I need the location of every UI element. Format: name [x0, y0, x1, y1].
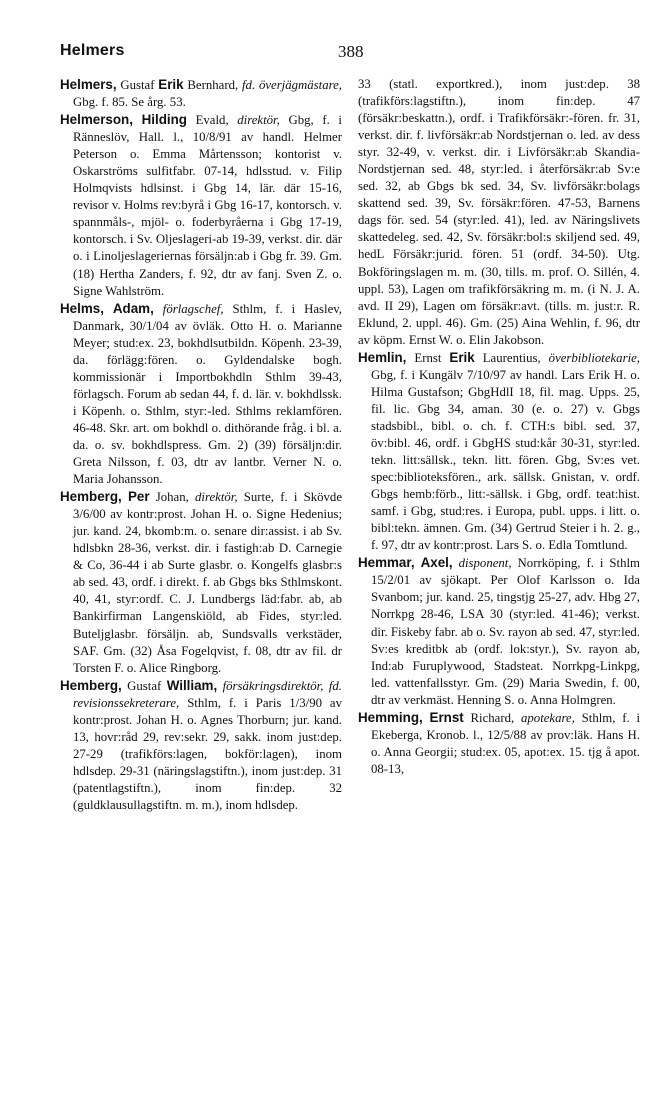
entry-hemberg-per [60, 488, 342, 677]
entry-surname: Hemmar, [358, 555, 415, 571]
entry-given-prefix [104, 302, 113, 316]
entry-surname: Helms, [60, 300, 104, 316]
entry-surname: Hemlin, [358, 349, 407, 365]
entry-occupation: förlagschef, [162, 301, 224, 316]
entry-given-prefix [423, 711, 430, 725]
entry-occupation: direktör, [237, 113, 280, 128]
entry-helmerson-hilding [60, 111, 342, 300]
page-number: 388 [338, 42, 364, 61]
entry-surname: Helmers, [60, 77, 117, 92]
entry-given-name: Axel, [420, 555, 453, 571]
entry-surname: Helmerson, [60, 112, 133, 128]
entry-body: Gbg. f. 85. Se årg. 53. [73, 95, 186, 110]
entry-given-name: Adam, [112, 300, 154, 316]
entry-body: Gbg, f. i Kungälv 7/10/97 av handl. Lars Erik H. o. Hilma Gustafson; GbgHdlI 18, fil. mag. Upps. 25, fil. lic. Gbg 34, aman. 30 (e. o. 27) v. Gbgs stadsbibl., bibl. o. ch. f. CTH:s bibl. sed. 37, öv:bibl. 46, ordf. i GbgHS stud:kår 30-31, styr:led. tekn. litt:sällsk., tekn. litt. fören. Gbg, Sv:es vet. spec:biblioteksfören., ark. sällsk. Gnistan, v. ordf. Gbgs hemb:förb., litt:-sällsk. i Gbg, ordf. teat:hist. samf. i Gbg, stud:res. i Europa, publ. upps. i litt. o. bibl:tekn. ämnen. Gm. (34) Gertrud Steier i h. 2. g., f. 97, dtr av kontr:prost. Lars S. o. Edla Tomtlund. [371, 367, 640, 553]
entry-given-name: William, [166, 677, 218, 693]
entry-given-name: Erik [158, 77, 184, 92]
entry-given-rest: Bernhard, [183, 78, 242, 92]
entry-body: Sthlm, f. i Ekeberga, Kronob. l., 12/5/88 av prov:läk. Hans H. o. Anna Georgii; stud:ex. 05, apot:ex. 15. tjg å apot. 08-13, [371, 710, 641, 776]
entry-given-name: Erik [449, 349, 475, 365]
entry-hemming-ernst [358, 709, 640, 778]
entry-body: Gbg, f. i Ränneslöv, Hall. l., 10/8/91 av handl. Helmer Peterson o. Emma Mårtensson; kontorist v. Oskarströms sulfitfabr. 07-14, hdlsstud. v. Filip Holmqvists hdlsinst. i Gbg 14, lär. där 15-16, revisor v. Holms rev:byrå i Gbg 16-17, kontorsch. v. spannmåls-, mjöl- o. foderbyråerna i Gbg 17-19, kontorsch. i Sv. Oljeslageri-ab 19-39, verkst. dir. där o. i Linoljeslageriernas försäljn:ab i Gbg fr. 39. Gm. (18) Hertha Zanders, f. 92, dtr av fanj. Sven Z. o. Signe Wahlström. [73, 113, 342, 298]
entry-given-rest [154, 302, 163, 316]
entry-helms-adam [60, 300, 342, 489]
entry-occupation: apotekare, [521, 710, 575, 725]
entry-given-name: Per [127, 489, 150, 505]
entry-helmers-erik [60, 76, 342, 111]
entry-body: 33 (statl. exportkred.), inom just:dep. 38 (trafikförs:lagstiftn.), inom fin:dep. 47 (försäkr:beskattn.), ordf. i Trafikförsäkr:-fören. fr. 31, verkst. dir. f. livförsäkr:ab Nordstjernan o. led. av dess styr. 32-49, v. verkst. dir. i Livförsäkr:ab Skandia-Nordstjernan sed. 48, styr:led. i återförsäkr:ab Sv:e sed. 32, ab Gbgs bk sed. 34, Sv. livförsäkr:bolags skattend sed. 39, Sv. försäkr:fören. 47-53, Barnens dags för. sed. 54 (styr:led. 41), led. av Näringslivets skattedeleg. sed. 42, Sv. försäkr:bol:s skiljend sed. 49, hedL Försäkr:jurid. fören. 51 (ordf. 34-50). Utg. Bokföringslagen m. m. (30, tills. m. prof. O. Sillén, 4. uppl. 53), Lagen om trafikförsäkring m. m. (i N. J. A. avd. II 29), Lagen om försäkr:avt. (tills. m. just:r. R. Eklund, 2. uppl. 46). Gm. (25) Aina Wehlin, f. 96, dtr av köpm. Ernst W. o. Elin Jakobson. [358, 77, 640, 347]
entry-body: Sthlm, f. i Haslev, Danmark, 30/1/04 av övläk. Otto H. o. Marianne Meyer; stud:ex. 23, bokhdlsutbildn. Köpenh. 23-39, da. förlägg:fören. o. Gyldendalske bogh. kommissionär i Importbokhdln Sthlm 39-43, förlagsch. Forum ab sedan 44, f. d. lär. v. bokhdlssk. i Köpenh. o. Sthlm, styr:-led. Sthlms reklamfören. 46-48. Skr. art. om bokhdl o. dithörande fråg. i bl. a. da. o. sv. bokhdlspress. Gm. 2) (39) försäljn:dir. Greta Nilsson, f. 03, dtr av lantbr. Verner N. o. Maria Johansson. [73, 301, 343, 487]
entry-surname: Hemming, [358, 709, 423, 725]
entry-given-rest: Richard, [463, 710, 521, 725]
page-header [60, 42, 644, 64]
entry-hemberg-william [60, 677, 342, 814]
entry-surname: Hemberg, [60, 677, 122, 693]
entry-occupation: disponent, [458, 556, 512, 571]
entry-given-prefix [133, 113, 142, 127]
entry-given-name: Hilding [141, 112, 187, 128]
entry-given-rest: Laurentius, [474, 350, 549, 365]
entry-body: Surte, f. i Skövde 3/6/00 av kontr:prost. Johan H. o. Signe Hedenius; jur. kand. 24, bkomb:m. o. senare dir:assist. i ab Sv. hdlsbkn 28-36, verkst. dir. i fastigh:ab D. Carnegie & Co, 36-44 i ab Surte glasbr. o. Kongelfs glasbr:s ab sed. 43, ordf. i direkt. f. ab Gbgs bks Sthlmskont. 40, 41, styr:ordf. C. J. Lundbergs läd:fabr. ab, ab Bankirfirman Langenskiöld, ab Fides, styr:led. Buteljglasbr. försäljn. ab, Sundsvalls verkstäder, SAF. Gm. (32) Åsa Fogelqvist, f. 08, dtr av fil. dr Torsten F. o. Alice Ringborg. [73, 490, 343, 675]
running-head: Helmers [60, 42, 125, 59]
entry-given-prefix: Gustaf [121, 678, 167, 693]
entry-body: Norrköping, f. i Sthlm 15/2/01 av sjökapt. Per Olof Karlsson o. Ida Svanbom; jur. kand. 25, tingstjg 25-27, adv. Hbg 27, Norrkpg 28-46, LSA 30 (styr:led. 41-46); verkst. dir. Fiskeby fabr. ab o. Sv. rayon ab sed. 47, styr:led. Sv:es kreditbk ab (ordf. lok:styr.), Sv. rayon ab, Ind:ab Furuplywood, Stadsteat. Norrkpg-Linkpg, led. vattenfallsstyr. Gm. (29) Maria Swedin, f. 00, dtr av verkmäst. Henning S. o. Anna Holmgren. [371, 556, 641, 707]
entry-given-rest: Evald, [186, 113, 238, 128]
entry-occupation: försäkringsdirektör, fd. revisionssekreterare, [73, 678, 342, 710]
entry-surname: Hemberg, [60, 489, 122, 505]
entry-body: Sthlm, f. i Paris 1/3/90 av kontr:prost. Johan H. o. Agnes Thorburn; jur. kand. 13, hovr:råd 29, rev:sekr. 29, sakk. inom just:dep. 27-29 (trafikförs:lagen, bokför:lagen), inom hdlsdep. 29-31 (näringslagstiftn.), inom just:dep. 31 (patentlagstiftn.), inom fin:dep. 32 (guldklausullagstiftn. m. m.), inom hdlsdep. [73, 695, 342, 812]
right-column [358, 76, 640, 778]
entry-occupation: överbibliotekarie, [548, 350, 640, 365]
left-column [60, 76, 342, 814]
entry-occupation: fd. överjägmästare, [242, 78, 342, 92]
entry-given-prefix: Ernst [406, 350, 450, 365]
entry-continuation [358, 76, 640, 349]
entry-hemmar-axel [358, 554, 640, 708]
entry-given-name: Ernst [429, 709, 464, 725]
entry-given-rest: Johan, [149, 490, 196, 505]
entry-given-prefix: Gustaf [116, 78, 159, 92]
entry-hemlin-erik [358, 349, 640, 555]
entry-occupation: direktör, [195, 490, 238, 505]
